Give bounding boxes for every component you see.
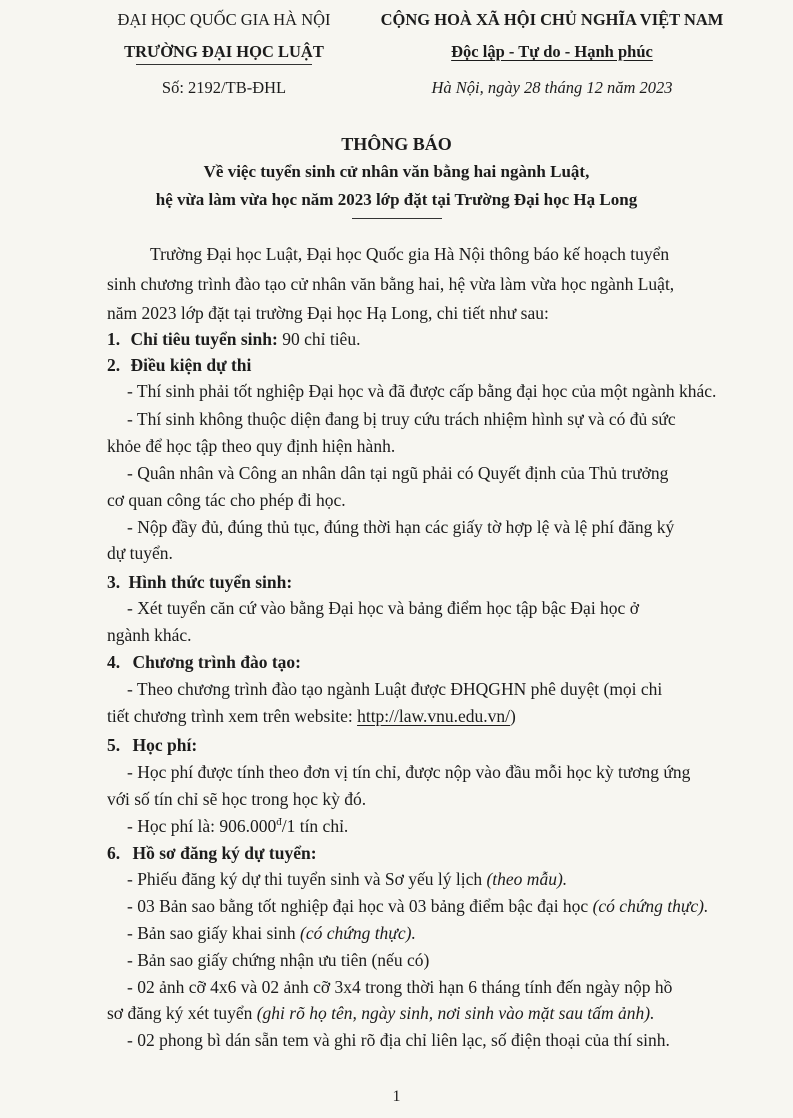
- fee-currency: đ: [276, 816, 282, 829]
- s6-l6-text: sơ đăng ký xét tuyển: [107, 1003, 257, 1023]
- s6-l1-text: - Phiếu đăng ký dự thi tuyển sinh và Sơ yếu lý lịch: [127, 869, 487, 889]
- section-1-heading: Chỉ tiêu tuyển sinh:: [130, 329, 278, 349]
- fee-suffix: /1 tín chỉ.: [281, 816, 349, 836]
- section-6-line-2: [127, 896, 708, 917]
- section-3-line-2: ngành khác.: [107, 625, 192, 645]
- section-4-heading: Chương trình đào tạo:: [132, 652, 301, 672]
- section-5-heading: Học phí:: [132, 735, 198, 755]
- intro-line-3: năm 2023 lớp đặt tại trường Đại học Hạ Long, chi tiết như sau:: [107, 303, 549, 323]
- section-1: [107, 329, 360, 350]
- doc-subtitle-1: Về việc tuyển sinh cử nhân văn bằng hai ngành Luật,: [203, 162, 590, 181]
- section-2-line-2: - Thí sinh không thuộc diện đang bị truy cứu trách nhiệm hình sự và có đủ sức: [127, 409, 676, 429]
- section-6-line-5: - 02 ảnh cỡ 4x6 và 02 ảnh cỡ 3x4 trong thời hạn 6 tháng tính đến ngày nộp hồ: [127, 977, 673, 997]
- doc-subtitle-2: hệ vừa làm vừa học năm 2023 lớp đặt tại Trường Đại học Hạ Long: [155, 190, 638, 209]
- section-5-line-2: với số tín chỉ sẽ học trong học kỳ đó.: [107, 789, 367, 809]
- intro-line-2: sinh chương trình đào tạo cử nhân văn bằng hai, hệ vừa làm vừa học ngành Luật,: [107, 274, 675, 294]
- org-parent: ĐẠI HỌC QUỐC GIA HÀ NỘI: [117, 10, 331, 29]
- org-underline-wrap: [84, 46, 364, 47]
- section-4-title: [107, 652, 301, 673]
- fee-prefix: - Học phí là: 906.000: [127, 816, 277, 836]
- place-date: Hà Nội, ngày 28 tháng 12 năm 2023: [431, 78, 673, 97]
- section-2-heading: Điều kiện dự thi: [130, 355, 252, 375]
- section-2-line-4: - Quân nhân và Công an nhân dân tại ngũ phải có Quyết định của Thủ trưởng: [127, 463, 669, 483]
- s6-l3-italic: (có chứng thực).: [300, 923, 416, 943]
- s6-l2-text: - 03 Bản sao bằng tốt nghiệp đại học và 03 bảng điểm bậc đại học: [127, 896, 593, 916]
- section-2-num: 2.: [107, 355, 121, 375]
- section-5-line-1: - Học phí được tính theo đơn vị tín chỉ, được nộp vào đầu mỗi học kỳ tương ứng: [127, 762, 691, 782]
- section-6-line-7: - 02 phong bì dán sẵn tem và ghi rõ địa chỉ liên lạc, số điện thoại của thí sinh.: [127, 1030, 670, 1050]
- section-6-line-3: [127, 923, 416, 944]
- section-2-line-6: - Nộp đầy đủ, đúng thủ tục, đúng thời hạn các giấy tờ hợp lệ và lệ phí đăng ký: [127, 517, 675, 537]
- section-4-line-1: - Theo chương trình đào tạo ngành Luật được ĐHQGHN phê duyệt (mọi chi: [127, 679, 663, 699]
- section-6-heading: Hồ sơ đăng ký dự tuyển:: [132, 843, 317, 863]
- s6-l1-italic: (theo mẫu).: [486, 869, 568, 889]
- section-3-heading: Hình thức tuyển sinh:: [128, 572, 293, 592]
- doc-number: Số: 2192/TB-ĐHL: [161, 78, 287, 97]
- section-2-line-5: cơ quan công tác cho phép đi học.: [107, 490, 346, 510]
- section-5-num: 5.: [107, 735, 121, 755]
- section-6-line-6: [107, 1003, 654, 1024]
- s6-l2-italic: (có chứng thực).: [592, 896, 709, 916]
- s6-l6-italic: (ghi rõ họ tên, ngày sinh, nơi sinh vào mặt sau tấm ảnh).: [256, 1003, 655, 1023]
- org-name: TRƯỜNG ĐẠI HỌC LUẬT: [124, 42, 324, 61]
- section-6-line-4: - Bản sao giấy chứng nhận ưu tiên (nếu có): [127, 950, 430, 970]
- section-4-line-2-suffix: ): [510, 706, 516, 726]
- section-2-line-7: dự tuyển.: [107, 543, 173, 563]
- title-underline: [352, 218, 442, 219]
- section-4-num: 4.: [107, 652, 121, 672]
- section-3-num: 3.: [107, 572, 121, 592]
- section-2-line-1: - Thí sinh phải tốt nghiệp Đại học và đã được cấp bằng đại học của một ngành khác.: [127, 381, 717, 401]
- section-2-line-3: khỏe để học tập theo quy định hiện hành.: [107, 436, 396, 456]
- motto: Độc lập - Tự do - Hạnh phúc: [451, 42, 653, 61]
- section-3-line-1: - Xét tuyển căn cứ vào bằng Đại học và bảng điểm học tập bậc Đại học ở: [127, 598, 639, 618]
- section-6-num: 6.: [107, 843, 121, 863]
- org-underline: [136, 64, 312, 65]
- section-4-line-2: [107, 706, 516, 727]
- section-1-num: 1.: [107, 329, 121, 349]
- section-6-line-1: [127, 869, 567, 890]
- section-2-title: [107, 355, 251, 376]
- country-name: CỘNG HOÀ XÃ HỘI CHỦ NGHĨA VIỆT NAM: [380, 10, 724, 29]
- section-3-title: [107, 572, 292, 593]
- page-number: 1: [392, 1088, 401, 1105]
- website-link[interactable]: http://law.vnu.edu.vn/: [357, 706, 511, 726]
- section-6-title: [107, 843, 317, 864]
- section-4-line-2-prefix: tiết chương trình xem trên website:: [107, 706, 358, 726]
- intro-line-1: Trường Đại học Luật, Đại học Quốc gia Hà Nội thông báo kế hoạch tuyển: [150, 244, 670, 264]
- s6-l3-text: - Bản sao giấy khai sinh: [127, 923, 301, 943]
- section-5-line-3: [127, 816, 348, 837]
- section-1-text: 90 chỉ tiêu.: [277, 329, 361, 349]
- doc-title: THÔNG BÁO: [341, 134, 452, 154]
- section-5-title: [107, 735, 197, 756]
